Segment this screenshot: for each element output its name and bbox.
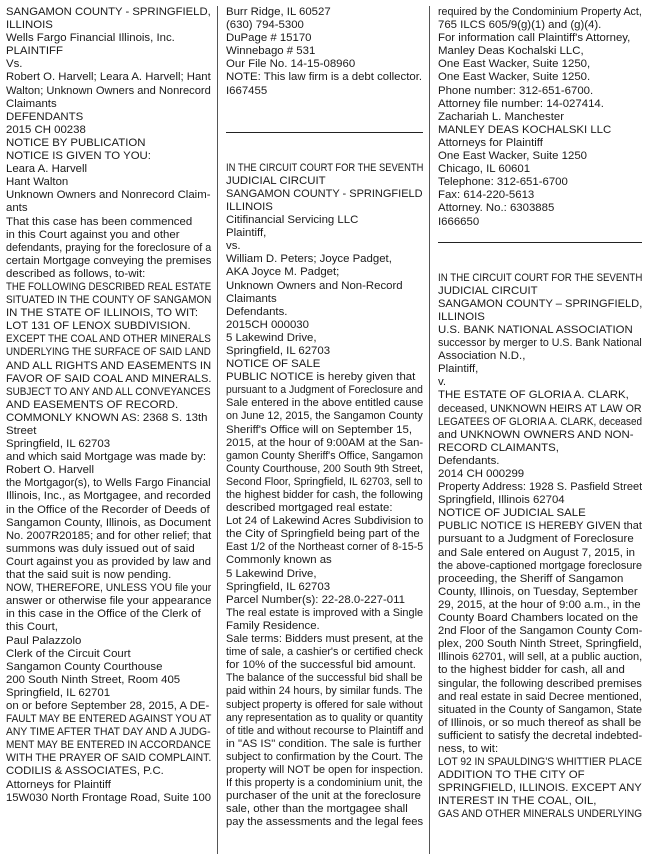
notice-text-line: East 1/2 of the Northeast corner of 8-15-5	[226, 541, 424, 554]
notice-text-line: and Sale entered on August 7, 2015, in	[438, 546, 635, 559]
notice-text-line: (630) 794-5300	[226, 19, 304, 32]
notice-text-line: U.S. BANK NATIONAL ASSOCIATION	[438, 323, 633, 336]
notice-text-line: Court against you as provided by law and	[6, 555, 211, 568]
notice-text-line: MENT MAY BE ENTERED IN ACCORDANCE	[6, 739, 211, 752]
notice-text-line: DEFENDANTS	[6, 110, 84, 123]
notice-text-line: plex, 200 South Ninth Street, Springfield,	[438, 638, 642, 651]
notice-text-line: Family Residence.	[226, 619, 320, 632]
notice-text-line: MANLEY DEAS KOCHALSKI LLC	[438, 123, 612, 136]
notice-text-line: pursuant to a Judgment of Foreclosure	[438, 533, 634, 546]
notice-text-line: Second Floor, Springfield, IL 62703, sell to	[226, 475, 423, 488]
notice-text-line: FAVOR OF SAID COAL AND MINERALS.	[6, 372, 212, 385]
notice-text-line: described mortgaged real estate:	[226, 502, 393, 515]
notice-text-line: LEGATEES OF GLORIA A. CLARK, deceased	[438, 415, 642, 428]
notice-text-line: AND EASEMENTS OF RECORD.	[6, 398, 179, 411]
notice-text-line: described as follows, to-wit:	[6, 267, 146, 280]
notice-text-line: Citifinancial Servicing LLC	[226, 214, 359, 227]
notice-text-line: 2015, at the hour of 9:00AM at the San-	[226, 436, 424, 449]
notice-text-line: Defendants.	[226, 305, 288, 318]
notice-text-line: JUDICIAL CIRCUIT	[226, 174, 326, 187]
notice-text-line: the City of Springfield being part of the	[226, 528, 420, 541]
notice-text-line: property will NOT be open for inspection.	[226, 763, 424, 776]
notice-text-line: Chicago, IL 60601	[438, 163, 531, 176]
notice-text-line: Wells Fargo Financial Illinois, Inc.	[6, 32, 175, 45]
notice-text-line: Leara A. Harvell	[6, 163, 88, 176]
notice-text-line: Illinois 62701, will sell, at a public auction,	[438, 651, 642, 664]
notice-text-line: Hant Walton	[6, 176, 69, 189]
notice-text-line: GAS AND OTHER MINERALS UNDERLYING	[438, 808, 642, 821]
notice-text-line: Robert O. Harvell	[6, 464, 94, 477]
notice-text-line: 5 Lakewind Drive,	[226, 567, 317, 580]
notice-text-line: subject to confirmation by the Court. The	[226, 750, 423, 763]
notice-text-line: NOTICE IS GIVEN TO YOU:	[6, 150, 151, 163]
notice-text-line: Sale terms: Bidders must present, at the	[226, 633, 424, 646]
notice-text-line: 2015CH 000030	[226, 318, 309, 331]
notice-text-line: Burr Ridge, IL 60527	[226, 6, 331, 18]
notice-text-line: in this case in the Office of the Clerk of	[6, 608, 201, 621]
notice-text-line: UNDERLYING THE SURFACE OF SAID LAND	[6, 346, 211, 359]
notice-text-line: any representation as to quality or quantity	[226, 711, 423, 724]
notice-text-line: County Board Chambers located on the	[438, 612, 639, 625]
notice-text-line: successor by merger to U.S. Bank National	[438, 337, 642, 350]
notice-text-line: One East Wacker, Suite 1250	[438, 150, 588, 163]
notice-text-line: required by the Condominium Property Act,	[438, 6, 642, 18]
notice-text-line: Springfield, IL 62703	[6, 438, 111, 451]
notice-text-line: Springfield, IL 62703	[226, 344, 331, 357]
notice-text-line: pay the assessments and the legal fees	[226, 816, 424, 829]
notice-text-line: answer or otherwise file your appearance	[6, 595, 212, 608]
notice-text-line: The balance of the successful bid shall be	[226, 672, 423, 685]
notice-text-line: Clerk of the Circuit Court	[6, 647, 131, 660]
notice-text-line: IN THE CIRCUIT COURT FOR THE SEVENTH	[226, 161, 424, 174]
notice-text-line: DuPage # 15170	[226, 32, 312, 45]
notice-text-line: on June 12, 2015, the Sangamon County	[226, 410, 423, 423]
notice-text-line: in "AS IS" condition. The sale is further	[226, 737, 422, 750]
notice-text-line: Illinois, Inc., as Mortgagee, and recorded	[6, 490, 211, 503]
notice-text-line: the highest bidder for cash, the following	[226, 489, 423, 501]
notice-text-line: County, Illinois, on Tuesday, September	[438, 585, 638, 598]
notice-text-line: 2nd Floor of the Sangamon County Com-	[438, 625, 642, 638]
notice-text-line: Commonly known as	[226, 554, 332, 567]
notice-text-line: LOT 131 OF LENOX SUBDIVISION.	[6, 320, 191, 333]
notice-text-line: ILLINOIS	[6, 19, 53, 32]
notice-text-line: IN THE CIRCUIT COURT FOR THE SEVENTH	[438, 271, 642, 284]
notice-text-line: for 10% of the successful bid amount.	[226, 659, 416, 672]
notice-text-line: 2015 CH 00238	[6, 123, 86, 136]
notice-text-line: in the Office of the Recorder of Deeds of	[6, 503, 210, 516]
notice-text-line: Telephone: 312-651-6700	[438, 176, 568, 189]
notice-text-line: this Court,	[6, 621, 58, 634]
notice-text-line: The real estate is improved with a Single	[226, 606, 424, 619]
notice-text-line: paid within 24 hours, by similar funds. The	[226, 685, 423, 698]
notice-text-line: Plaintiff,	[438, 363, 479, 376]
notice-text-line: Claimants	[6, 97, 57, 110]
notice-text-line: SITUATED IN THE COUNTY OF SANGAMON	[6, 294, 212, 307]
notice-text-line: NOTE: This law firm is a debt collector.	[226, 71, 423, 84]
notice-text-line: Manley Deas Kochalski LLC,	[438, 45, 584, 58]
notice-text-line: purchaser of the unit at the foreclosure	[226, 790, 422, 803]
notice-text-line: subject property is offered for sale without	[226, 698, 423, 711]
notice-text-line: PUBLIC NOTICE is hereby given that	[226, 371, 416, 384]
notice-text-line: SANGAMON COUNTY - SPRINGFIELD	[226, 187, 423, 200]
column-2	[218, 6, 430, 854]
notice-text-line: 765 ILCS 605/9(g)(1) and (g)(4).	[438, 19, 602, 32]
notice-text-line: RECORD CLAIMANTS,	[438, 441, 559, 454]
column-3	[430, 6, 642, 854]
notice-text-line: Fax: 614-220-5613	[438, 189, 535, 202]
notice-text-line: Street	[6, 425, 37, 437]
notice-text-line: SANGAMON COUNTY – SPRINGFIELD,	[438, 297, 642, 310]
notice-text-line: pursuant to a Judgment of Foreclosure and	[226, 384, 423, 397]
notice-text-line: ILLINOIS	[226, 200, 273, 213]
notice-text-line: COMMONLY KNOWN AS: 2368 S. 13th	[6, 411, 208, 424]
notice-text-line: Attorney file number: 14-027414.	[438, 97, 604, 110]
notice-text-line: LOT 92 IN SPAULDING'S WHITTIER PLACE	[438, 756, 642, 769]
notice-text-line: Springfield, IL 62703	[226, 580, 331, 593]
notice-text-line: and UNKNOWN OWNERS AND NON-	[438, 428, 634, 441]
notice-text-line: in this Court against you and other	[6, 228, 180, 241]
notice-text-line: NOTICE BY PUBLICATION	[6, 136, 146, 149]
notice-text-line: Sangamon County Courthouse	[6, 660, 163, 673]
notice-text-line: One East Wacker, Suite 1250,	[438, 58, 591, 71]
notice-text-line: defendants, praying for the foreclosure of a	[6, 241, 212, 254]
notice-text-line: Claimants	[226, 292, 277, 305]
notice-text-line: ness, to wit:	[438, 742, 499, 755]
legal-notice	[438, 272, 642, 822]
notice-text-line: and real estate in said Decree mentioned,	[438, 690, 642, 703]
notice-text-line: ants	[6, 202, 28, 215]
notice-text-line: Unknown Owners and Nonrecord Claim-	[6, 189, 211, 202]
notice-text-line: INTEREST IN THE COAL, OIL,	[438, 795, 597, 808]
notice-text-line: proceeding, the Sheriff of Sangamon	[438, 572, 624, 585]
notice-text-line: ADDITION TO THE CITY OF	[438, 769, 585, 782]
notice-text-line: Sangamon County, Illinois, as Document	[6, 516, 211, 529]
notice-text-line: Vs.	[6, 58, 23, 71]
notice-text-line: SANGAMON COUNTY - SPRINGFIELD,	[6, 6, 211, 18]
notice-text-line: summons was duly issued out of said	[6, 542, 195, 555]
notice-text-line: 5 Lakewind Drive,	[226, 331, 317, 344]
column-1	[6, 6, 218, 854]
notice-text-line: time of sale, a cashier's or certified check	[226, 646, 423, 659]
notice-text-line: For information call Plaintiff's Attorney,	[438, 32, 631, 45]
notice-text-line: Phone number: 312-651-6700.	[438, 84, 594, 97]
notice-text-line: PLAINTIFF	[6, 45, 63, 58]
notice-text-line: of Illinois, or so much thereof as shall be	[438, 716, 642, 729]
notice-text-line: Parcel Number(s): 22-28.0-227-011	[226, 593, 405, 606]
notice-text-line: vs.	[226, 240, 241, 253]
notice-text-line: Unknown Owners and Non-Record	[226, 279, 403, 292]
notice-text-line: WITH THE PRAYER OF SAID COMPLAINT.	[6, 752, 212, 765]
notice-text-line: SPRINGFIELD, ILLINOIS. EXCEPT ANY	[438, 782, 642, 795]
notice-text-line: County Courthouse, 200 South 9th Street,	[226, 462, 424, 475]
legal-notice	[226, 162, 423, 830]
notice-text-line: sale, other than the mortgagee shall	[226, 803, 408, 816]
notice-text-line: Plaintiff,	[226, 227, 267, 240]
notice-text-line: 2014 CH 000299	[438, 468, 525, 480]
notice-text-line: CODILIS & ASSOCIATES, P.C.	[6, 765, 164, 778]
notice-divider	[438, 242, 642, 243]
legal-notice	[6, 6, 211, 805]
notice-text-line: Sheriff's Office will on September 15,	[226, 423, 412, 436]
notice-text-line: 200 South Ninth Street, Room 405	[6, 673, 181, 686]
notice-text-line: ILLINOIS	[438, 310, 485, 323]
notice-text-line: Attorneys for Plaintiff	[6, 778, 111, 791]
notice-text-line: ANY TIME AFTER THAT DAY AND A JUDG-	[6, 726, 211, 739]
notice-text-line: NOTICE OF JUDICIAL SALE	[438, 507, 586, 520]
notice-text-line: I666650	[438, 215, 480, 228]
notice-text-line: and which said Mortgage was made by:	[6, 451, 207, 464]
notice-text-line: Sale entered in the above entitled cause	[226, 397, 424, 410]
notice-text-line: singular, the following described premises	[438, 677, 642, 690]
notice-text-line: IN THE STATE OF ILLINOIS, TO WIT:	[6, 307, 198, 320]
notice-text-line: 29, 2015, at the hour of 9:00 a.m., in the	[438, 598, 641, 611]
notice-text-line: NOTICE OF SALE	[226, 358, 321, 371]
notice-text-line: Association N.D.,	[438, 350, 526, 363]
notice-text-line: PUBLIC NOTICE IS HEREBY GIVEN that	[438, 520, 642, 533]
notice-text-line: Robert O. Harvell; Leara A. Harvell; Hant	[6, 71, 211, 84]
notice-text-line: Attorney. No.: 6303885	[438, 202, 555, 215]
notice-text-line: certain Mortgage conveying the premises	[6, 254, 212, 267]
notice-text-line: sufficient to satisfy the decretal indebted-	[438, 729, 642, 742]
notice-text-line: That this case has been commenced	[6, 215, 193, 228]
notice-text-line: I667455	[226, 84, 268, 97]
notice-text-line: AKA Joyce M. Padget;	[226, 266, 340, 279]
notice-text-line: THE FOLLOWING DESCRIBED REAL ESTATE	[6, 280, 212, 293]
notice-text-line: JUDICIAL CIRCUIT	[438, 284, 538, 297]
notice-text-line: deceased, UNKNOWN HEIRS AT LAW OR	[438, 402, 642, 415]
notice-text-line: 15W030 North Frontage Road, Suite 100	[6, 791, 212, 804]
notice-text-line: Springfield, IL 62701	[6, 686, 111, 699]
notice-text-line: Paul Palazzolo	[6, 634, 82, 647]
notice-text-line: NOW, THEREFORE, UNLESS YOU file your	[6, 582, 212, 595]
notice-text-line: Walton; Unknown Owners and Nonrecord	[6, 84, 211, 97]
notice-text-line: gamon County Sheriff's Office, Sangamon	[226, 449, 423, 462]
notice-text-line: AND ALL RIGHTS AND EASEMENTS IN	[6, 359, 212, 372]
notice-text-line: on or before September 28, 2015, A DE-	[6, 699, 210, 712]
notice-text-line: of title and without recourse to Plaintiff and	[226, 724, 424, 737]
legal-notice	[226, 6, 423, 98]
notice-text-line: Springfield, Illinois 62704	[438, 494, 565, 507]
notice-divider	[226, 132, 423, 133]
notice-text-line: that the said suit is now pending.	[6, 569, 172, 582]
notice-text-line: v.	[438, 376, 447, 389]
notice-text-line: SUBJECT TO ANY AND ALL CONVEYANCES	[6, 385, 211, 398]
notice-text-line: If this property is a condominium unit, the	[226, 777, 423, 790]
notice-text-line: Zachariah L. Manchester	[438, 110, 564, 123]
notice-text-line: to the highest bidder for cash, all and	[438, 664, 625, 677]
notice-text-line: Defendants.	[438, 454, 500, 467]
notice-text-line: Lot 24 of Lakewind Acres Subdivision to	[226, 515, 424, 528]
notice-text-line: the above-captioned mortgage foreclosure	[438, 559, 642, 572]
notice-text-line: FAULT MAY BE ENTERED AGAINST YOU AT	[6, 713, 212, 726]
notice-text-line: THE ESTATE OF GLORIA A. CLARK,	[438, 389, 629, 402]
notice-text-line: William D. Peters; Joyce Padget,	[226, 253, 392, 266]
notice-text-line: Attorneys for Plaintiff	[438, 136, 543, 149]
notice-text-line: No. 2007R20185; and for other relief; that	[6, 529, 212, 542]
notice-text-line: the Mortgagor(s), to Wells Fargo Financial	[6, 477, 211, 490]
notice-text-line: Winnebago # 531	[226, 45, 316, 58]
notice-text-line: situated in the County of Sangamon, State	[438, 703, 642, 716]
legal-notice	[438, 6, 642, 229]
notice-text-line: EXCEPT THE COAL AND OTHER MINERALS	[6, 333, 211, 346]
notice-text-line: Our File No. 14-15-08960	[226, 58, 356, 71]
notice-text-line: Property Address: 1928 S. Pasfield Street	[438, 481, 642, 494]
notice-text-line: One East Wacker, Suite 1250.	[438, 71, 591, 84]
